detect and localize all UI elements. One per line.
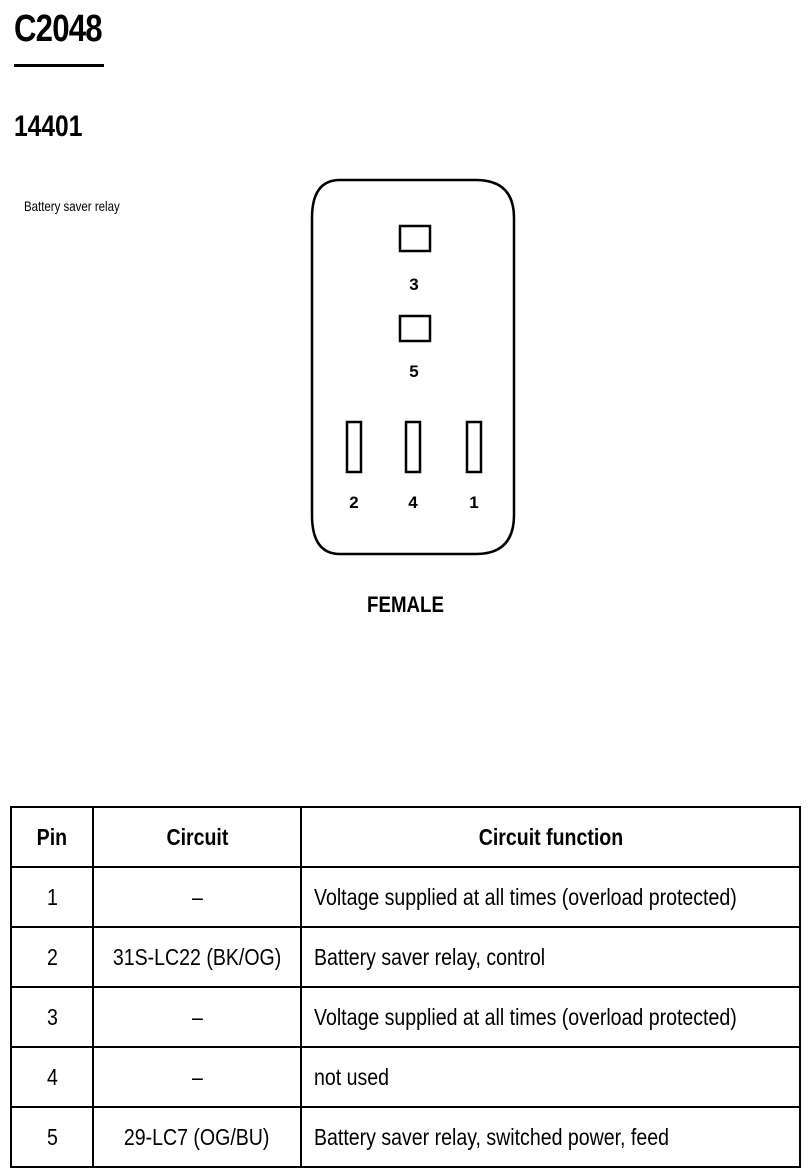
table-row bbox=[11, 927, 800, 987]
pin-2-label: 2 bbox=[349, 493, 359, 512]
circuit-cell: – bbox=[93, 1047, 301, 1107]
pin-1-label: 1 bbox=[469, 493, 479, 512]
connector-id: C2048 bbox=[14, 8, 102, 50]
pin-cell: 4 bbox=[11, 1047, 93, 1107]
circuit-function-cell: Voltage supplied at all times (overload protected) bbox=[301, 867, 800, 927]
circuit-function-cell: not used bbox=[301, 1047, 800, 1107]
pin-5-label: 5 bbox=[409, 362, 419, 381]
pin-4-label: 4 bbox=[408, 493, 418, 512]
pin-4-terminal bbox=[406, 422, 420, 472]
circuit-function-cell: Voltage supplied at all times (overload protected) bbox=[301, 987, 800, 1047]
part-number: 14401 bbox=[14, 110, 83, 143]
table-row bbox=[11, 1107, 800, 1167]
pin-cell: 3 bbox=[11, 987, 93, 1047]
column-header-pin: Pin bbox=[11, 807, 93, 867]
component-description: Battery saver relay bbox=[24, 198, 120, 214]
connector-face-diagram bbox=[300, 170, 530, 570]
circuit-cell: 29-LC7 (OG/BU) bbox=[93, 1107, 301, 1167]
title-underline bbox=[14, 64, 104, 67]
pin-cell: 2 bbox=[11, 927, 93, 987]
table-header-row bbox=[11, 807, 800, 867]
table-row bbox=[11, 987, 800, 1047]
column-header-circuit: Circuit bbox=[93, 807, 301, 867]
column-header-circuit-function: Circuit function bbox=[301, 807, 800, 867]
pin-3-terminal bbox=[400, 226, 430, 251]
pin-2-terminal bbox=[347, 422, 361, 472]
connector-gender-label: FEMALE bbox=[367, 592, 444, 617]
table-row bbox=[11, 867, 800, 927]
pin-5-terminal bbox=[400, 316, 430, 341]
circuit-cell: – bbox=[93, 987, 301, 1047]
circuit-function-cell: Battery saver relay, switched power, feed bbox=[301, 1107, 800, 1167]
pin-cell: 5 bbox=[11, 1107, 93, 1167]
pin-3-label: 3 bbox=[409, 275, 419, 294]
pin-cell: 1 bbox=[11, 867, 93, 927]
circuit-function-cell: Battery saver relay, control bbox=[301, 927, 800, 987]
circuit-cell: – bbox=[93, 867, 301, 927]
pin-table bbox=[10, 806, 801, 1168]
table-row bbox=[11, 1047, 800, 1107]
circuit-cell: 31S-LC22 (BK/OG) bbox=[93, 927, 301, 987]
pin-1-terminal bbox=[467, 422, 481, 472]
